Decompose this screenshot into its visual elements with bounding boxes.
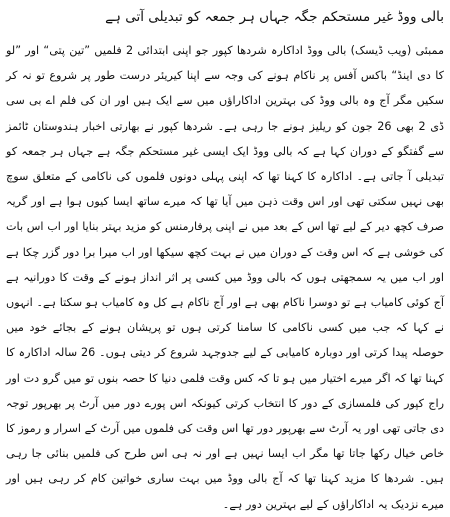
article-body: ممبئی (ویب ڈیسک) بالی ووڈ اداکارہ شردھا کپور جو اپنی ابتدائی 2 فلمیں ”تین پتی“ اور ”لو کا دی اینڈ“ باکس آفس پر ناکام ہونے کی وجہ سے اپنا کیریئر درست طور پر شروع تو نہ کر سکیں مگر آج وہ بالی ووڈ کی بہترین اداکاراؤں میں سے ایک ہیں اور ان کی فلم اے بی سی ڈی 2 بھی 26 جون کو ریلیز ہونے جا رہی ہے۔ شردھا کپور نے بھارتی اخبار ہندوستان ٹائمز سے گفتگو کے دوران کہا ہے کہ بالی ووڈ ایک ایسی غیر مستحکم جگہ ہے جہاں ہر جمعہ کو تبدیلی آ جاتی ہے۔ اداکارہ کا کہنا تھا کہ اپنی پہلی دونوں فلموں کی ناکامی کے متعلق سوچ بھی نہیں سکتی تھی اور اس وقت ذہن میں آیا تھا کہ میرے ساتھ ایسا کیوں ہوا ہے اور گریہ صرف کچھ دیر کے لیے تھا اس کے بعد میں نے اپنی پرفارمنس کو مزید بہتر بنایا اور اب اس بات کی خوشی ہے کہ اس وقت کے دوران میں نے بہت کچھ سیکھا اور اب میرا برا دور گزر چکا ہے اور اب میں یہ سمجھتی ہوں کہ بالی ووڈ میں کسی پر اثر انداز ہونے کے وقت کا دورانیہ ہے آج کوئی کامیاب ہے تو دوسرا ناکام بھی ہے اور آج ناکام ہے کل وہ کامیاب ہو سکتا ہے۔ انہوں نے کہا کہ جب میں کسی ناکامی کا سامنا کرتی ہوں تو پریشان ہونے کے بجائے خود میں حوصلہ پیدا کرتی اور دوبارہ کامیابی کے لیے جدوجہد شروع کر دیتی ہوں۔ 26 سالہ اداکارہ کا کہنا تھا کہ اگر میرے اختیار میں ہو تا کہ کس وقت فلمی دنیا کا حصہ بنوں تو میں گرو دت اور راج کپور کی فلمسازی کے دور کا انتخاب کرتی کیونکہ اس پورے دور میں آرٹ پر بھرپور توجہ دی جاتی تھی اور یہ آرٹ سے بھرپور دور تھا اس وقت کی فلموں میں آرٹ کے اسرار و رموز کا خاص خیال رکھا جاتا تھا مگر اب ایسا نہیں ہے اور نہ ہی اس طرح کی فلمیں بنائی جا رہی ہیں۔ شردھا کا مزید کہنا تھا کہ آج بالی ووڈ میں بہت ساری خواتین کام کر رہی ہیں اور میرے نزدیک یہ اداکاراؤں کے لیے بہترین دور ہے۔	[6, 44, 444, 511]
article-headline: بالی ووڈ غیر مستحکم جگہ جہاں ہر جمعہ کو تبدیلی آتی ہے	[105, 9, 444, 25]
